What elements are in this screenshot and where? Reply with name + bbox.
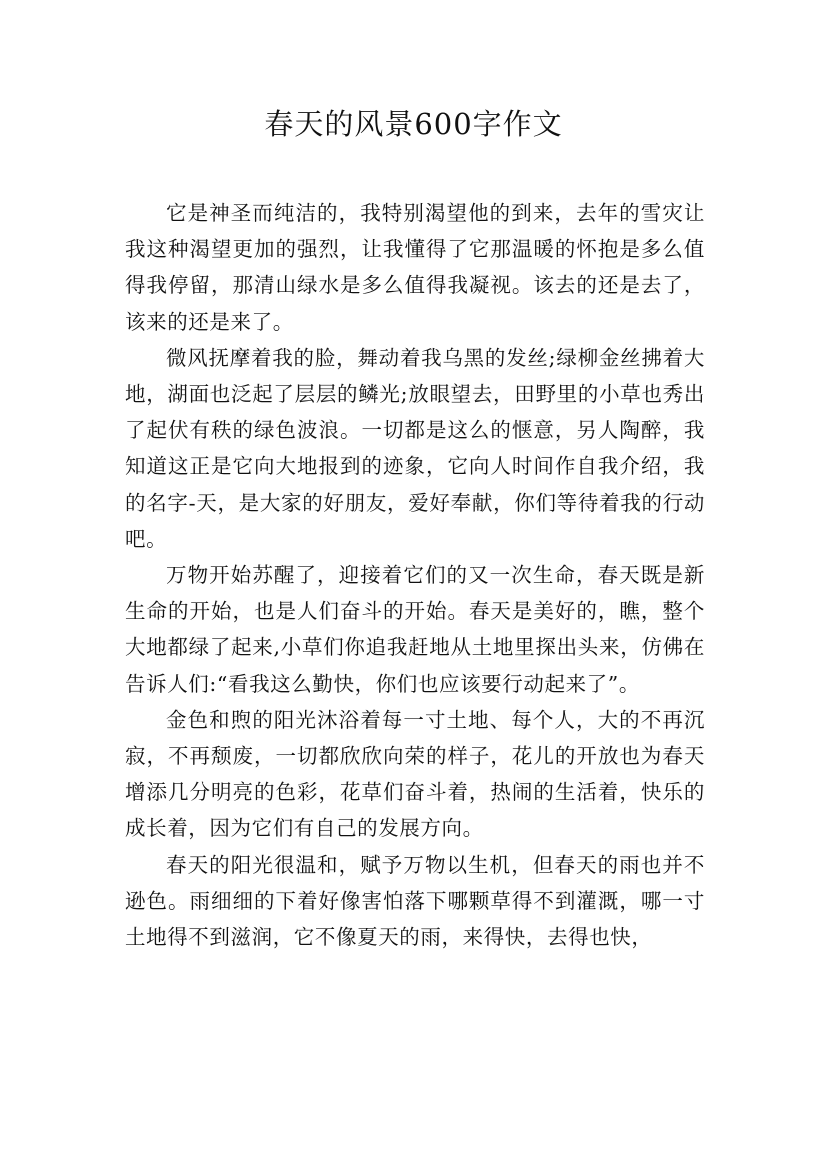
paragraph: 微风抚摩着我的脸，舞动着我乌黑的发丝;绿柳金丝拂着大地，湖面也泛起了层层的鳞光;放眼望去，田野里的小草也秀出了起伏有秩的绿色波浪。一切都是这么的惬意，另人陶醉，我知道这正是它向大地报到的迹象，它向人时间作自我介绍，我的名字-天，是大家的好朋友，爱好奉献，你们等待着我的行动吧。 — [125, 345, 705, 551]
essay-body — [125, 195, 705, 955]
page-title: 春天的风景600字作文 — [264, 107, 563, 141]
paragraph: 万物开始苏醒了，迎接着它们的又一次生命，春天既是新生命的开始，也是人们奋斗的开始。春天是美好的，瞧，整个大地都绿了起来,小草们你追我赶地从土地里探出头来，仿佛在告诉人们:“看我这么勤快，你们也应该要行动起来了”。 — [125, 563, 705, 696]
paragraph: 春天的阳光很温和，赋予万物以生机，但春天的雨也并不逊色。雨细细的下着好像害怕落下哪颗草得不到灌溉，哪一寸土地得不到滋润，它不像夏天的雨，来得快，去得也快， — [125, 852, 705, 950]
paragraph: 它是神圣而纯洁的，我特别渴望他的到来，去年的雪灾让我这种渴望更加的强烈，让我懂得了它那温暖的怀抱是多么值得我停留，那清山绿水是多么值得我凝视。该去的还是去了，该来的还是来了。 — [125, 201, 705, 334]
paragraph: 金色和煦的阳光沐浴着每一寸土地、每个人，大的不再沉寂，不再颓废，一切都欣欣向荣的样子，花儿的开放也为春天增添几分明亮的色彩，花草们奋斗着，热闹的生活着，快乐的成长着，因为它们有自己的发展方向。 — [125, 707, 705, 841]
